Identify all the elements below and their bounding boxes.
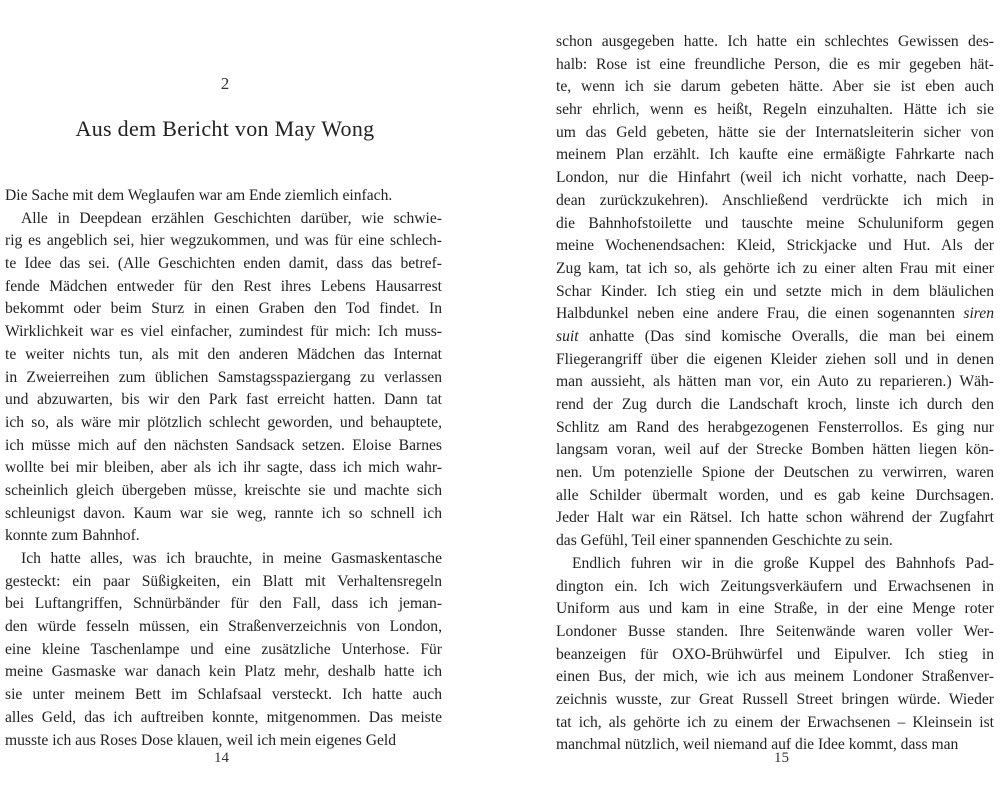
text-line: Halbdunkel neben eine andere Frau, die einen sogenannten siren [556,305,994,323]
text-line: Endlich fuhren wir in die große Kuppel des Bahnhofs Pad- [572,554,994,572]
text-line: Zug kam, tat ich so, als gehörte ich zu einer alten Frau mit einer [556,259,994,277]
text-line: meinem Plan erzählt. Ich kaufte eine ermäßigte Fahrkarte nach [556,146,994,164]
text-line: ich müsse mich auf den nächsten Sandsack setzen. Eloise Barnes [5,436,442,454]
text-line: nen. Um potenzielle Spione der Deutschen zu verwirren, waren [556,464,994,482]
text-line: einen Bus, der mich, wie ich aus meinem Londoner Straßenver- [556,668,994,686]
text-line: Schar Kinder. Ich stieg ein und setzte mich in dem bläulichen [556,282,994,300]
text-line: meine Gasmaske war danach kein Platz mehr, deshalb hatte ich [5,663,442,681]
text-line: in Zweierreihen zum üblichen Samstagsspaziergang zu verlassen [5,368,442,386]
text-line: konnte zum Bahnhof. [5,527,140,545]
text-line: alles Geld, das ich auftreiben konnte, mitgenommen. Das meiste [5,708,442,726]
text-line: Alle in Deepdean erzählen Geschichten darüber, wie schwie- [21,209,442,227]
text-line: te weiter nichts tun, als mit den anderen Mädchen das Internat [5,345,442,363]
text-line: und abzuwarten, bis wir den Park fast erreicht hatten. Dann tat [5,391,442,409]
text-line: London, nur die Hinfahrt (weil ich nicht vorhatte, nach Deep- [556,169,994,187]
text-line: eine kleine Taschenlampe und eine zusätzliche Unterhose. Für [5,640,442,658]
text-line: musste ich aus Roses Dose klauen, weil ich mein eigenes Geld [5,731,397,749]
text-line: te Idee das sei. (Alle Geschichten enden damit, dass das betref- [5,255,442,273]
text-line: ich so, als wäre mir plötzlich schlecht geworden, und behauptete, [5,413,442,431]
text-line: rig es angeblich sei, hier wegzukommen, und was für eine schlech- [5,232,442,250]
text-line: sehr ehrlich, wenn es heißt, Regeln einzuhalten. Hätte ich sie [556,101,994,119]
text-line: schon ausgegeben hatte. Ich hatte ein schlechtes Gewissen des- [556,33,994,50]
text-line: beanzeigen für OXO-Brühwürfel und Eipulver. Ich stieg in [556,645,994,663]
text-line: Fliegerangriff über die eigenen Kleider ziehen soll und in denen [556,350,994,368]
text-line: Londoner Busse standen. Ihre Seitenwände waren voller Wer- [556,622,994,640]
text-line: dean zurückzukehren). Anschließend verdrückte ich mich in [556,191,994,209]
text-line: scheinlich gleich übergeben müsse, kreischte sie und machte sich [5,481,442,499]
text-line: tat ich, als gehörte ich zu einem der Erwachsenen – Kleinsein ist [556,713,994,731]
text-line: Wirklichkeit war es viel einfacher, zumindest für mich: Ich muss- [5,323,442,341]
text-line: Jeder Halt war ein Rätsel. Ich hatte schon während der Zugfahrt [556,509,994,527]
page-number-left: 14 [214,750,229,766]
text-line: bei Luftangriffen, Schnürbänder für den Fall, dass ich jeman- [5,595,442,613]
text-line: Schlitz am Rand des herabgezogenen Fensterrollos. Es ging nur [556,418,994,436]
text-line: man aussieht, als hätten man vor, ein Auto zu reparieren.) Wäh- [556,373,994,391]
text-line: langsam voran, weil auf der Strecke Bomben hätten liegen kön- [556,441,994,459]
right-page-body [556,31,994,757]
text-line: alle Schilder übermalt worden, und es gab keine Durchsagen. [556,486,994,504]
left-page-body [5,185,442,752]
text-line: zeichnis wusste, zur Great Russell Street bringen würde. Wieder [556,690,994,708]
page-number-right: 15 [774,750,789,766]
text-line: fende Mädchen entweder für den Rest ihres Lebens Hausarrest [5,277,442,295]
text-line: te, wenn ich sie darum gebeten hätte. Aber sie ist eben auch [556,78,994,96]
text-line: gesteckt: ein paar Süßigkeiten, ein Blatt mit Verhaltensregeln [5,572,442,590]
text-line: suit anhatte (Das sind komische Overalls, die man bei einem [556,327,994,345]
text-line: Die Sache mit dem Weglaufen war am Ende ziemlich einfach. [5,187,393,204]
chapter-title: Aus dem Bericht von May Wong [75,116,375,141]
text-line: Uniform aus und kam in eine Straße, in der eine Menge roter [556,600,994,618]
text-line: sie unter meinem Bett im Schlafsaal versteckt. Ich hatte auch [5,686,442,704]
text-line: meine Wochenendsachen: Kleid, Strickjacke und Hut. Als der [556,237,994,255]
text-line: wollte bei mir bleiben, aber als ich ihr sagte, dass ich mich wahr- [5,459,442,477]
text-line: Ich hatte alles, was ich brauchte, in meine Gasmaskentasche [21,550,442,567]
text-line: die Bahnhofstoilette und tauschte meine Schuluniform gegen [556,214,994,232]
text-line: um das Geld gebeten, hätte sie der Internatsleiterin sicher von [556,123,994,141]
text-line: halb: Rose ist eine freundliche Person, die es mir gegeben hät- [556,55,994,73]
text-line: das Gefühl, Teil einer spannenden Geschichte zu sein. [556,532,893,550]
text-line: rend der Zug durch die Landschaft kroch, linste ich durch den [556,396,994,413]
chapter-number: 2 [220,74,230,93]
text-line: dington ein. Ich wich Zeitungsverkäufern und Erwachsenen in [556,577,994,595]
text-line: den würde fesseln müssen, ein Straßenverzeichnis von London, [5,618,442,636]
text-line: manchmal nützlich, weil niemand auf die Idee kommt, dass man [556,736,959,754]
text-line: schleunigst davon. Kaum war sie weg, rannte ich so schnell ich [5,504,442,522]
text-line: bekommt oder beim Sturz in einen Graben den Tod findet. In [5,300,442,318]
